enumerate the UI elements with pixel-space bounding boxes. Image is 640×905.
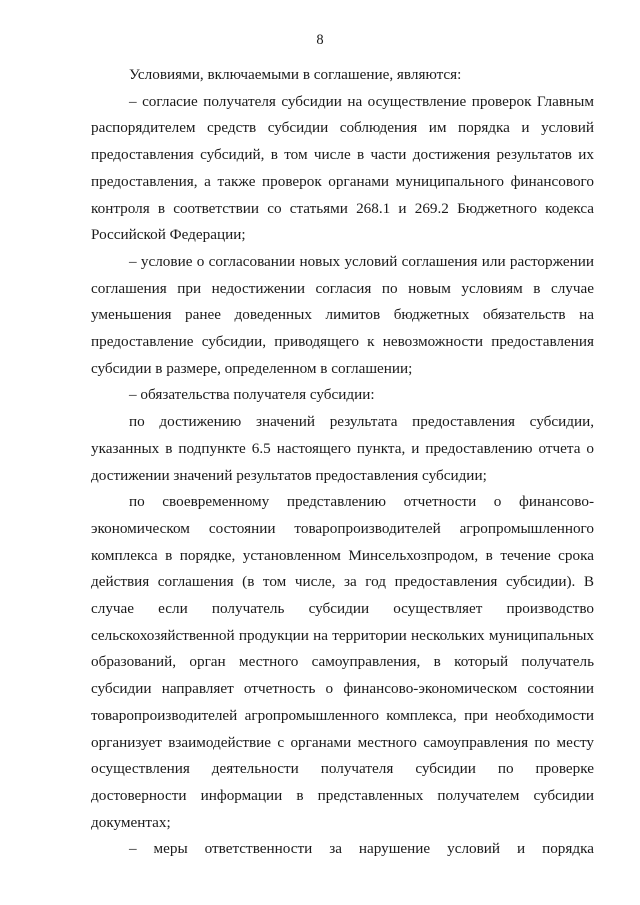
paragraph-new-conditions: – условие о согласовании новых условий соглашения или расторжении соглашения при недостижении согласия по новым условиям в случае уменьшения ранее доведенных лимитов бюджетных обязательств на предоставление субсидии, приводящего к невозможности предоставления субсидии в размере, определенном в соглашении; [91, 252, 594, 377]
paragraph-audit-consent: – согласие получателя субсидии на осуществление проверок Главным распорядителем средств субсидии соблюдения им порядка и условий предоставления субсидий, в том числе в части достижения результатов их предоставления, а также проверок органами муниципального финансового контроля в соответствии со статьями 268.1 и 269.2 Бюджетного кодекса Российской Федерации; [91, 92, 594, 244]
paragraph-results-obligation: по достижению значений результата предоставления субсидии, указанных в подпункте 6.5 настоящего пункта, и предоставлению отчета о достижении значений результатов предоставления субсидии; [91, 413, 594, 484]
paragraph-conditions-intro: Условиями, включаемыми в соглашение, являются: [129, 66, 462, 83]
paragraph-reporting-obligation: по своевременному представлению отчетности о финансово-экономическом состоянии товаропроизводителей агропромышленного комплекса в порядке, установленном Минсельхозпродом, в течение срока действия соглашения (в том числе, за год предоставления субсидии). В случае если получатель субсидии осуществляет производство сельскохозяйственной продукции на территории нескольких муниципальных образований, орган местного самоуправления, в который получатель субсидии направляет отчетность о финансово-экономическом состоянии товаропроизводителей агропромышленного комплекса, при необходимости организует взаимодействие с органами местного самоуправления по месту осуществления деятельности получателя субсидии по проверке достоверности информации в представленных получателем субсидии документах; [91, 493, 594, 831]
page-number: 8 [316, 32, 324, 48]
paragraph-liability-measures: – меры ответственности за нарушение условий и порядка [129, 840, 594, 858]
paragraph-obligations-heading: – обязательства получателя субсидии: [129, 386, 375, 404]
document-body [91, 62, 594, 863]
